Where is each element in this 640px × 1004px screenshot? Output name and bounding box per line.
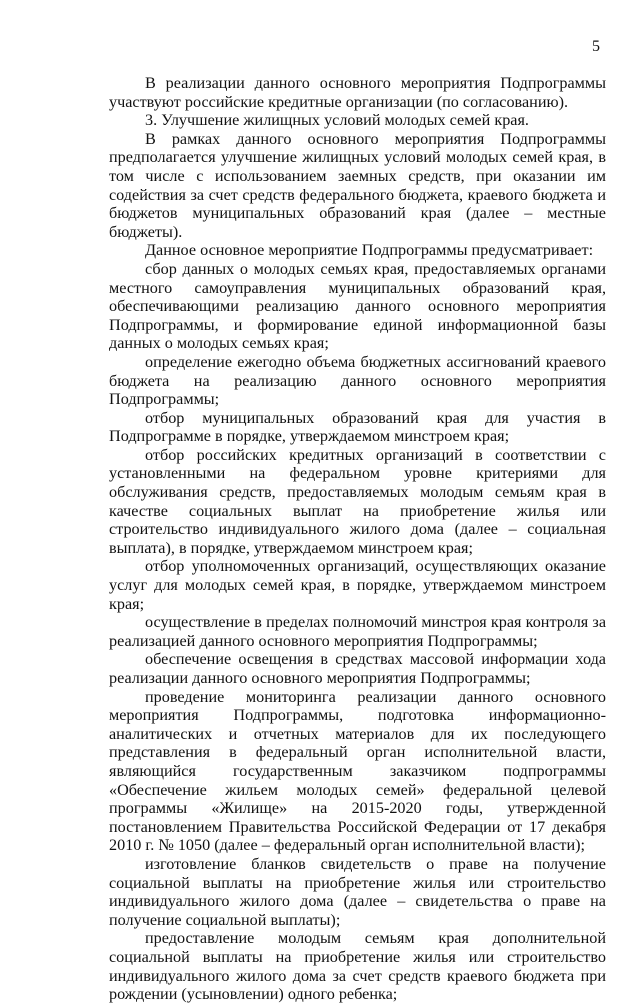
paragraph: сбор данных о молодых семьях края, предоставляемых органами местного самоуправления муниципальных образований края, обеспечивающими реализацию данного основного мероприятия Подпрограммы, и формирование единой информационной базы данных о молодых семьях края; xyxy=(109,259,606,353)
page-number: 5 xyxy=(592,38,600,55)
paragraph: определение ежегодно объема бюджетных ассигнований краевого бюджета на реализацию данного основного мероприятия Подпрограммы; xyxy=(109,352,606,409)
paragraph: В реализации данного основного мероприятия Подпрограммы участвуют российские кредитные организации (по согласованию). xyxy=(109,74,606,111)
paragraph: отбор муниципальных образований края для участия в Подпрограмме в порядке, утверждаемом минстроем края; xyxy=(109,408,606,446)
paragraph: изготовление бланков свидетельств о праве на получение социальной выплаты на приобретение жилья или строительство индивидуального жилого дома (далее – свидетельства о праве на получение социальной выплаты); xyxy=(109,854,606,929)
paragraph: 3. Улучшение жилищных условий молодых семей края. xyxy=(145,111,529,130)
paragraph: проведение мониторинга реализации данного основного мероприятия Подпрограммы, подготовка информационно-аналитических и отчетных материалов для их последующего представления в федеральный орган исполнительной власти, являющийся государственным заказчиком подпрограммы «Обеспечение жильем молодых семей» федеральной целевой программы «Жилище» на 2015-2020 годы, утвержденной постановлением Правительства Российской Федерации от 17 декабря 2010 г. № 1050 (далее – федеральный орган исполнительной власти); xyxy=(109,687,606,855)
document-body xyxy=(109,74,606,1004)
paragraph: обеспечение освещения в средствах массовой информации хода реализации данного основного мероприятия Подпрограммы; xyxy=(109,650,606,687)
paragraph: осуществление в пределах полномочий минстроя края контроля за реализацией данного основного мероприятия Подпрограммы; xyxy=(109,613,606,650)
paragraph: отбор уполномоченных организаций, осуществляющих оказание услуг для молодых семей края, в порядке, утверждаемом минстроем края; xyxy=(109,557,606,613)
paragraph: В рамках данного основного мероприятия Подпрограммы предполагается улучшение жилищных условий молодых семей края, в том числе с использованием заемных средств, при оказании им содействия за счет средств федерального бюджета, краевого бюджета и бюджетов муниципальных образований края (далее – местные бюджеты). xyxy=(109,129,606,241)
paragraph: предоставление молодым семьям края дополнительной социальной выплаты на приобретение жилья или строительство индивидуального жилого дома за счет средств краевого бюджета при рождении (усыновлении) одного ребенка; xyxy=(109,929,606,1004)
paragraph: Данное основное мероприятие Подпрограммы предусматривает: xyxy=(145,241,594,260)
paragraph: отбор российских кредитных организаций в соответствии с установленными на федеральном уровне критериями для обслуживания средств, предоставляемых молодым семьям края в качестве социальных выплат на приобретение жилья или строительство индивидуального жилого дома (далее – социальная выплата), в порядке, утверждаемом минстроем края; xyxy=(109,445,606,557)
